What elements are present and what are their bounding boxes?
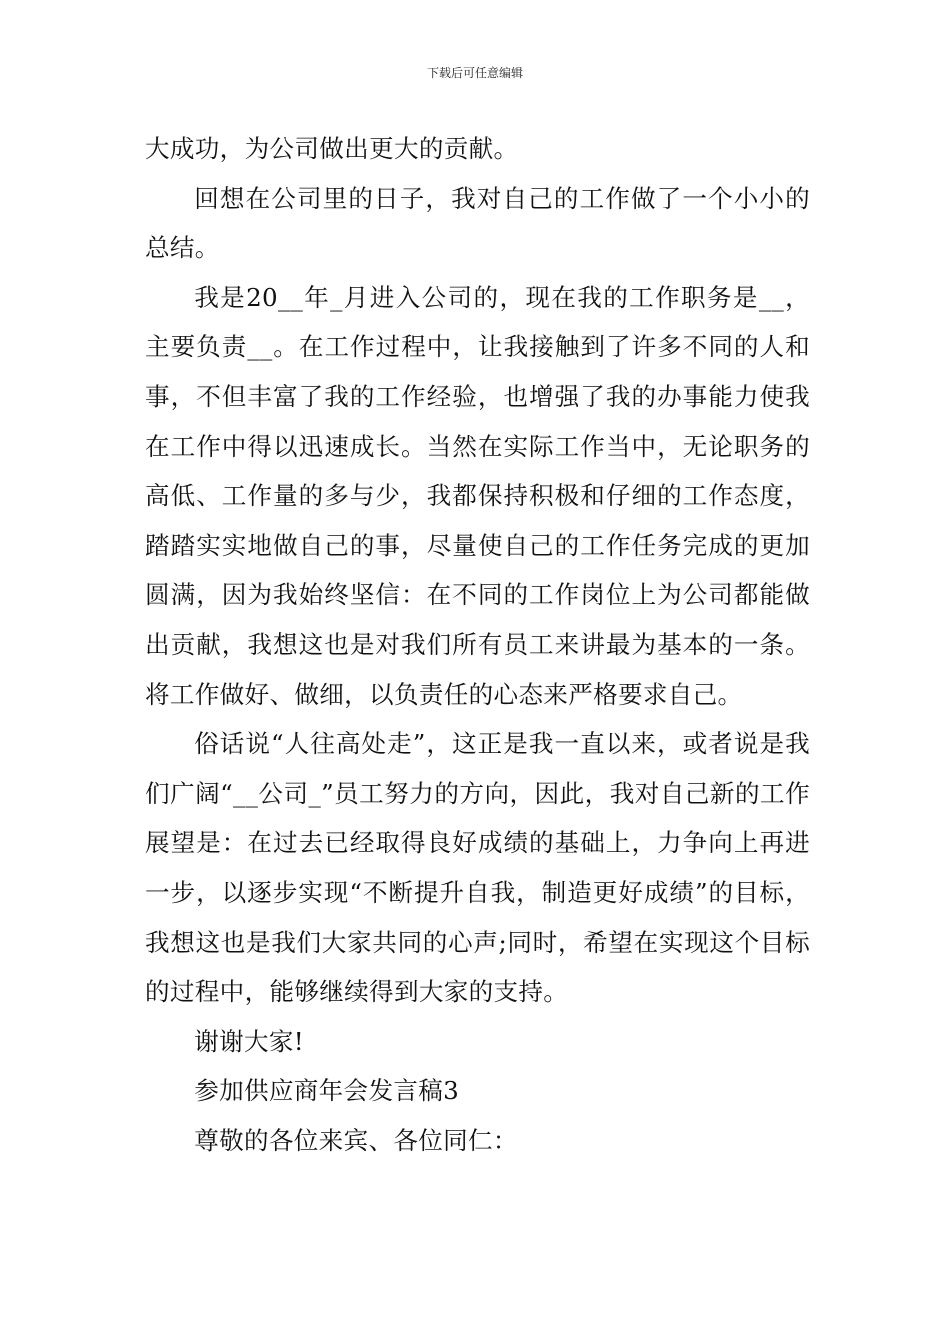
salutation: 尊敬的各位来宾、各位同仁： <box>194 1125 518 1155</box>
section-title: 参加供应商年会发言稿3 <box>194 1076 460 1106</box>
paragraph: 我是20__年_月进入公司的，现在我的工作职务是__，主要负责__。在工作过程中，让我接触到了许多不同的人和事，不但丰富了我的工作经验，也增强了我的办事能力使我在工作中得以迅速成长。当然在实际工作当中，无论职务的高低、工作量的多与少，我都保持积极和仔细的工作态度，踏踏实实地做自己的事，尽量使自己的工作任务完成的更加圆满，因为我始终坚信：在不同的工作岗位上为公司都能做出贡献，我想这也是对我们所有员工来讲最为基本的一条。将工作做好、做细，以负责任的心态来严格要求自己。 <box>145 282 810 709</box>
paragraph: 回想在公司里的日子，我对自己的工作做了一个小小的总结。 <box>145 183 810 263</box>
paragraph: 大成功，为公司做出更大的贡献。 <box>145 134 519 163</box>
paragraph: 谢谢大家! <box>194 1026 304 1056</box>
document-body <box>145 124 810 1165</box>
page-header-note: 下载后可任意编辑 <box>426 66 523 80</box>
paragraph: 俗话说“人往高处走”，这正是我一直以来，或者说是我们广阔“__公司_”员工努力的方向，因此，我对自己新的工作展望是：在过去已经取得良好成绩的基础上，力争向上再进一步，以逐步实现“不断提升自我，制造更好成绩”的目标，我想这也是我们大家共同的心声;同时，希望在实现这个目标的过程中，能够继续得到大家的支持。 <box>145 729 810 1007</box>
